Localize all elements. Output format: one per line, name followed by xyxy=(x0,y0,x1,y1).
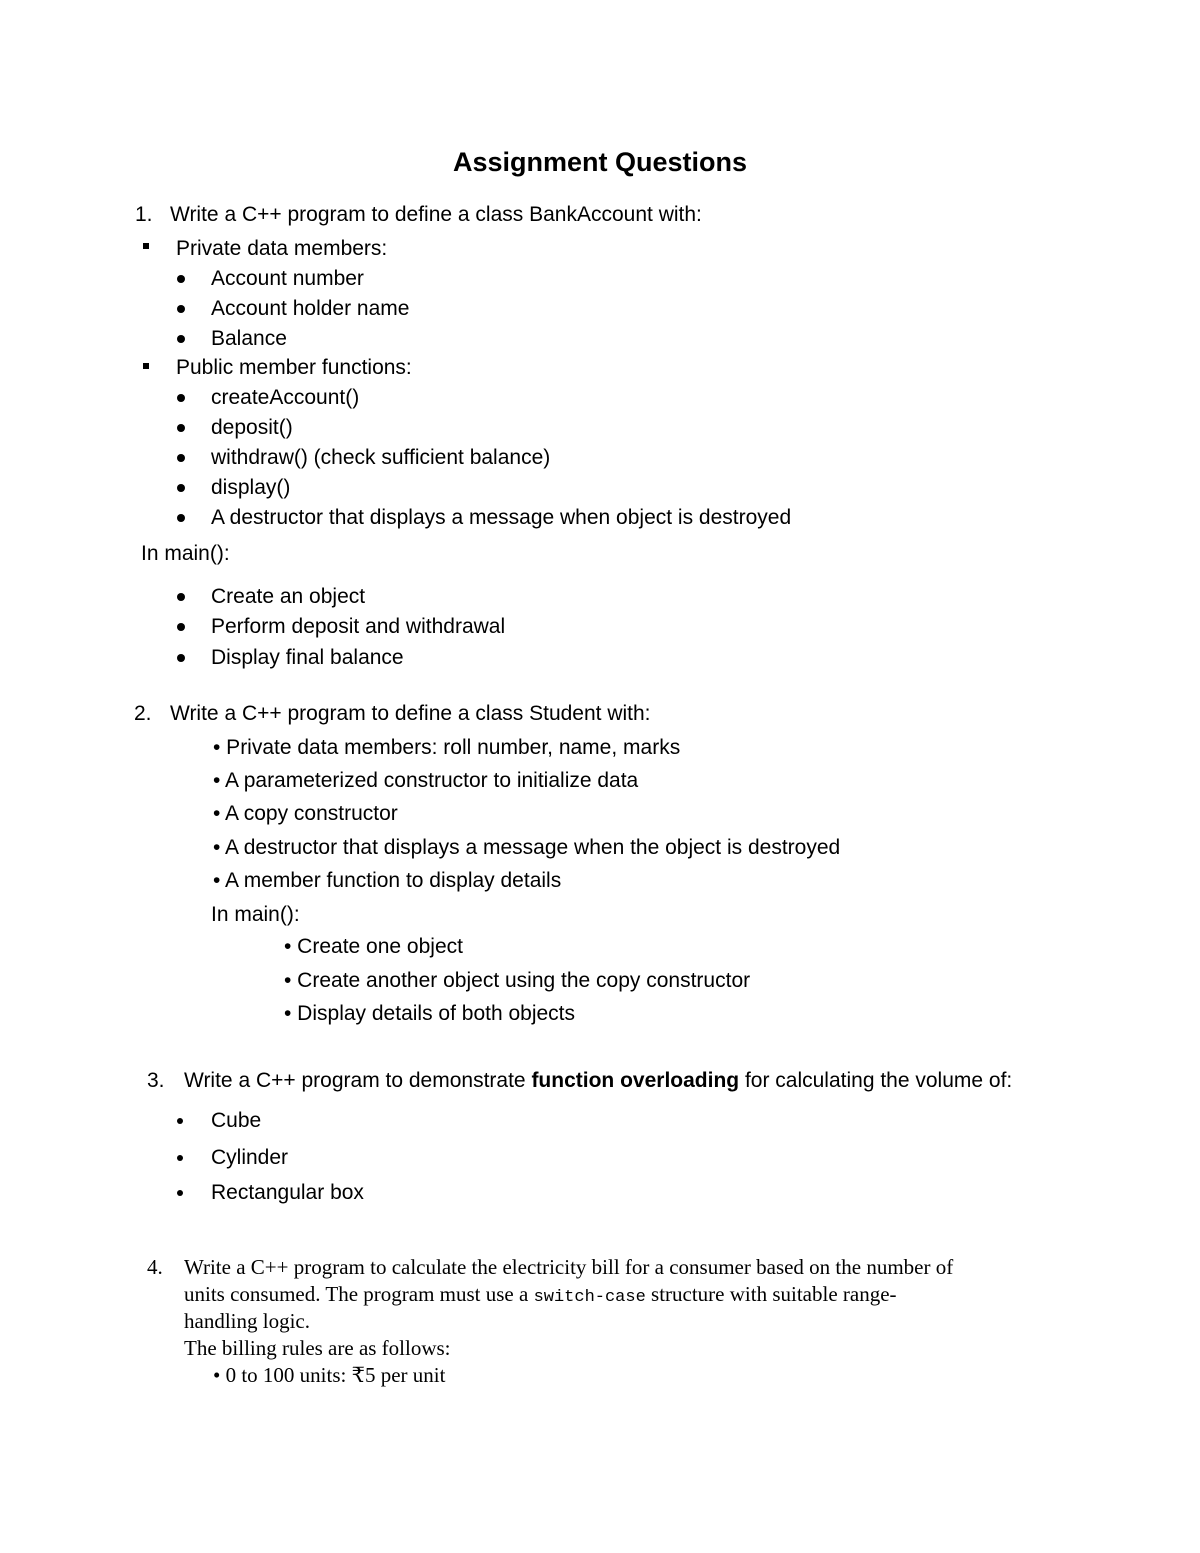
q1-private-label: Private data members: xyxy=(176,237,388,260)
list-item: • A copy constructor xyxy=(213,802,398,825)
bullet-icon xyxy=(177,514,185,522)
square-bullet-icon xyxy=(143,243,149,249)
bullet-icon xyxy=(177,335,185,343)
list-item: Create an object xyxy=(211,585,366,608)
q4-line-1: Write a C++ program to calculate the electricity bill for a consumer based on the number of xyxy=(184,1255,954,1279)
list-item: withdraw() (check sufficient balance) xyxy=(211,446,551,469)
list-item: • A member function to display details xyxy=(213,869,562,892)
page-title: Assignment Questions xyxy=(452,147,748,177)
q4-number: 4. xyxy=(147,1255,163,1279)
list-item: Cylinder xyxy=(211,1146,289,1169)
list-item: • Private data members: roll number, name, marks xyxy=(213,736,681,759)
list-item: Cube xyxy=(211,1109,262,1132)
list-item: createAccount() xyxy=(211,386,360,409)
q4-code: switch-case xyxy=(533,1288,646,1307)
list-item: Account number xyxy=(211,267,364,290)
q4-line-4: The billing rules are as follows: xyxy=(184,1336,451,1360)
q3-text-after: for calculating the volume of: xyxy=(739,1069,1013,1092)
q3-text-bold: function overloading xyxy=(531,1069,740,1092)
q3-text-before: Write a C++ program to demonstrate xyxy=(184,1069,532,1092)
list-item: Account holder name xyxy=(211,297,410,320)
bullet-icon xyxy=(177,593,185,601)
q1-main-label: In main(): xyxy=(141,542,230,565)
bullet-icon xyxy=(177,275,185,283)
q4-line-3: handling logic. xyxy=(184,1309,310,1333)
q2-number: 2. xyxy=(134,702,152,725)
bullet-icon xyxy=(177,654,185,662)
bullet-icon xyxy=(177,305,185,313)
q4-line-2 xyxy=(184,1281,897,1311)
bullet-icon xyxy=(177,484,185,492)
bullet-icon xyxy=(177,1190,183,1196)
q4-line-2-after: structure with suitable range- xyxy=(645,1282,897,1306)
list-item: Rectangular box xyxy=(211,1181,364,1204)
bullet-icon xyxy=(177,424,185,432)
list-item: Perform deposit and withdrawal xyxy=(211,615,506,638)
list-item: display() xyxy=(211,476,291,499)
bullet-icon xyxy=(177,1118,183,1124)
list-item: deposit() xyxy=(211,416,293,439)
bullet-icon xyxy=(177,623,185,631)
bullet-icon xyxy=(177,454,185,462)
list-item: • Display details of both objects xyxy=(284,1002,576,1025)
list-item: • A destructor that displays a message when the object is destroyed xyxy=(213,836,841,859)
q1-text: Write a C++ program to define a class BankAccount with: xyxy=(170,203,702,226)
q1-number: 1. xyxy=(135,203,153,226)
q4-rule-1: • 0 to 100 units: ₹5 per unit xyxy=(213,1363,446,1387)
q3-text xyxy=(184,1068,1012,1094)
list-item: • Create one object xyxy=(284,935,463,958)
list-item: Display final balance xyxy=(211,646,404,669)
list-item: • A parameterized constructor to initialize data xyxy=(213,769,639,792)
list-item: Balance xyxy=(211,327,287,350)
q2-main-label: In main(): xyxy=(211,903,300,926)
q2-text: Write a C++ program to define a class Student with: xyxy=(170,702,651,725)
q3-number: 3. xyxy=(147,1069,165,1092)
square-bullet-icon xyxy=(143,363,149,369)
q1-public-label: Public member functions: xyxy=(176,356,412,379)
bullet-icon xyxy=(177,394,185,402)
list-item: A destructor that displays a message when object is destroyed xyxy=(211,506,792,529)
bullet-icon xyxy=(177,1155,183,1161)
q4-line-2-before: units consumed. The program must use a xyxy=(184,1282,534,1306)
list-item: • Create another object using the copy constructor xyxy=(284,969,751,992)
